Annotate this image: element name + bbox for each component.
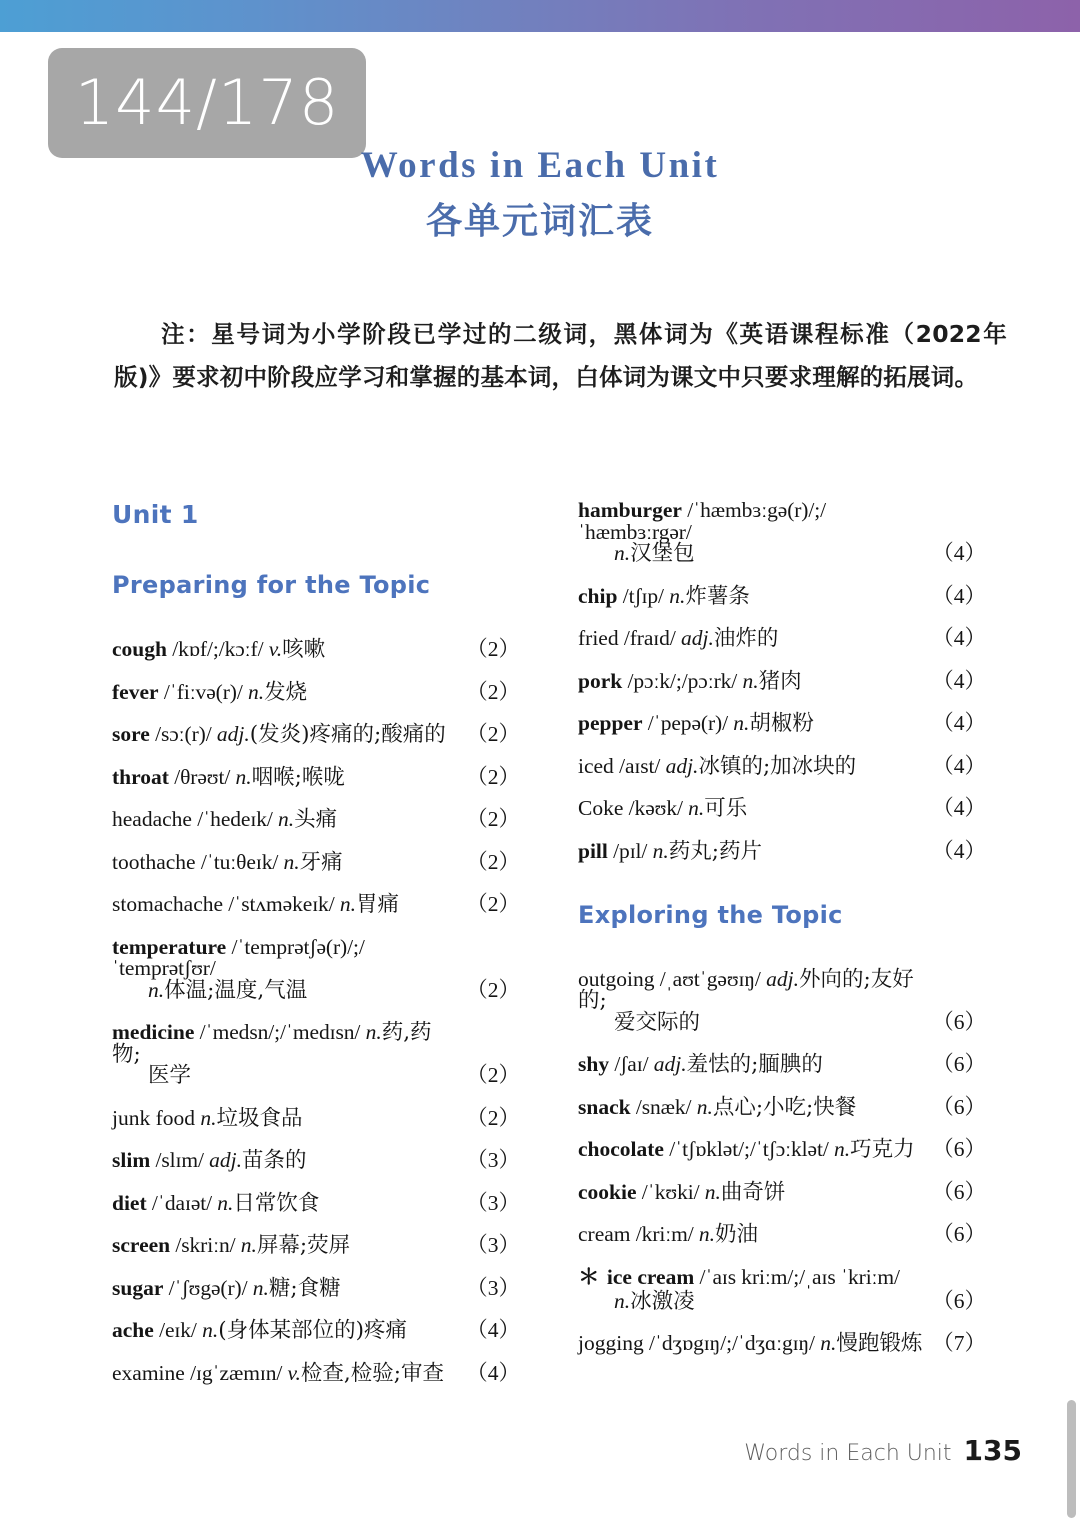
entry-part-of-speech: n. (834, 1137, 851, 1161)
entry-part-of-speech: n. (339, 892, 356, 916)
entry-phonetic: /aɪst/ (613, 753, 666, 778)
entry-definition: 巧克力 (850, 1137, 915, 1162)
entry-definition: 胡椒粉 (749, 711, 814, 736)
entry-page-ref: （6） (932, 1052, 986, 1076)
entry-page-ref: （2） (466, 807, 520, 831)
entry-page-ref: （2） (466, 1105, 520, 1130)
left-entry-list (112, 639, 520, 1387)
entry-phonetic: /ˈkʊki/ (636, 1179, 705, 1204)
entry-line (578, 500, 986, 543)
word-entry (112, 1150, 520, 1174)
entry-line (112, 724, 520, 748)
entry-word: sore (112, 722, 150, 746)
entry-definition: (身体某部位的)疼痛 (218, 1318, 407, 1343)
entry-page-ref: （2） (466, 764, 520, 789)
entry-word: hamburger (578, 498, 682, 522)
entry-line (578, 668, 986, 695)
entry-word: iced (578, 753, 614, 778)
word-entry (578, 1139, 986, 1163)
entry-page-ref: （2） (466, 722, 520, 746)
entry-page-ref: （4） (466, 1360, 520, 1385)
entry-phonetic: /pɔːk/;/pɔːrk/ (622, 668, 743, 693)
entry-definition: 油炸的 (713, 626, 779, 651)
word-entry (112, 1320, 520, 1344)
entry-word: diet (112, 1190, 147, 1215)
entry-page-ref: （2） (466, 892, 520, 916)
page-title-block (0, 145, 1080, 242)
entry-phonetic: /ˈmedsn/;/ˈmedɪsn/ (194, 1020, 366, 1044)
word-entry (578, 1333, 986, 1357)
entry-phonetic: /ˈpepə(r)/ (642, 711, 734, 735)
right-entry-list-bottom (578, 966, 986, 1358)
entry-page-ref: （3） (466, 1233, 520, 1257)
entry-page-ref: （4） (932, 626, 986, 650)
entry-word: sugar (112, 1275, 164, 1300)
entry-definition: 汉堡包 (630, 541, 695, 566)
entry-word: chip (578, 583, 618, 608)
entry-line-continued (112, 977, 520, 1004)
word-entry (112, 934, 520, 1004)
entry-phonetic: /skriːn/ (170, 1233, 241, 1257)
entry-word: fever (112, 679, 159, 704)
entry-phonetic: /snæk/ (630, 1094, 697, 1119)
entry-phonetic: /kəʊk/ (623, 796, 689, 820)
entry-word: examine (112, 1360, 185, 1385)
entry-part-of-speech: n. (240, 1233, 257, 1257)
entry-definition: 咳嗽 (282, 637, 326, 662)
entry-word: headache (112, 807, 192, 831)
word-entry (578, 713, 986, 737)
word-entry (578, 1094, 986, 1121)
entry-phonetic: /eɪk/ (153, 1318, 203, 1342)
entry-page-ref: （2） (466, 637, 520, 661)
word-entry (112, 1235, 520, 1259)
entry-line (112, 809, 520, 833)
entry-line (112, 849, 520, 876)
right-column (578, 500, 986, 1376)
word-entry (578, 500, 986, 567)
entry-part-of-speech: n. (278, 807, 295, 831)
vertical-scrollbar-thumb[interactable] (1067, 1400, 1076, 1518)
entry-line (112, 764, 520, 791)
entry-definition: 苗条的 (242, 1148, 307, 1173)
word-entry (112, 1022, 520, 1089)
entry-line (578, 1139, 986, 1163)
entry-phonetic: /ˈtʃɒklət/;/ˈtʃɔːklət/ (663, 1137, 835, 1161)
entry-part-of-speech: n. (820, 1331, 837, 1355)
entry-line (578, 966, 986, 1013)
entry-phonetic: /kɒf/;/kɔːf/ (166, 637, 269, 661)
entry-definition: (发炎)疼痛的;酸痛的 (249, 722, 446, 747)
entry-word: throat (112, 764, 169, 789)
word-entry (578, 798, 986, 822)
entry-definition: 奶油 (715, 1222, 759, 1247)
entry-page-ref: （7） (932, 1331, 986, 1355)
entry-line (578, 1094, 986, 1121)
entry-word: pepper (578, 711, 643, 735)
entry-definition: 药,药物; (112, 1020, 432, 1067)
entry-page-ref: （6） (932, 1009, 986, 1034)
page-footer (744, 1434, 1022, 1467)
entry-line-continued (578, 1009, 986, 1036)
entry-word: medicine (112, 1020, 195, 1044)
entry-word: pill (578, 838, 608, 863)
unit-heading: Unit 1 (112, 500, 199, 529)
vertical-scrollbar-track[interactable] (1066, 32, 1080, 1495)
entry-line (112, 1360, 520, 1387)
entry-line (112, 1275, 520, 1302)
entry-part-of-speech: n. (614, 541, 631, 565)
page-title-english: Words in Each Unit (360, 145, 720, 186)
entry-word: toothache (112, 849, 196, 874)
word-entry (578, 966, 986, 1036)
entry-definition: 牙痛 (299, 849, 343, 875)
page-title-chinese: 各单元词汇表 (425, 199, 654, 242)
entry-page-ref: （3） (466, 1275, 520, 1300)
entry-word: cream (578, 1222, 631, 1246)
entry-phonetic: /ˈdʒɒgɪŋ/;/ˈdʒɑːgɪŋ/ (643, 1331, 821, 1355)
entry-phonetic: /pɪl/ (607, 838, 653, 863)
top-gradient-bar (0, 0, 1080, 32)
entry-part-of-speech: n. (704, 1179, 721, 1204)
word-entry (578, 668, 986, 695)
entry-line (578, 1054, 986, 1078)
entry-part-of-speech: n. (247, 679, 265, 704)
entry-page-ref: （3） (466, 1148, 520, 1172)
word-entry (578, 628, 986, 652)
entry-part-of-speech: n. (733, 711, 750, 735)
entry-page-ref: （6） (932, 1137, 986, 1161)
entry-word: shy (578, 1052, 610, 1076)
entry-line (112, 934, 520, 980)
entry-part-of-speech: n. (202, 1318, 219, 1342)
entry-page-ref: （2） (466, 679, 520, 704)
entry-definition: 糖;食糖 (268, 1275, 341, 1301)
word-entry (578, 1264, 986, 1315)
entry-definition: 可乐 (704, 796, 748, 821)
entry-phonetic: /ˈfiːvə(r)/ (158, 679, 248, 704)
entry-phonetic: /sɔː(r)/ (149, 722, 217, 746)
word-entry (112, 1190, 520, 1217)
left-column (112, 500, 520, 1405)
word-list-columns (0, 500, 1080, 1400)
word-entry (578, 1224, 986, 1248)
entry-word: snack (578, 1094, 631, 1119)
word-entry (112, 894, 520, 918)
entry-line (112, 679, 520, 706)
entry-line (112, 1235, 520, 1259)
entry-word: outgoing (578, 966, 655, 991)
word-entry (112, 639, 520, 663)
entry-part-of-speech: n. (252, 1275, 269, 1300)
entry-word: stomachache (112, 892, 224, 916)
entry-definition: 外向的;友好的; (578, 966, 914, 1013)
entry-line (578, 1224, 986, 1248)
entry-line (112, 1150, 520, 1174)
entry-line (578, 838, 986, 865)
entry-line (112, 639, 520, 663)
entry-line (578, 713, 986, 737)
word-entry (578, 753, 986, 780)
entry-page-ref: （2） (466, 1063, 520, 1087)
entry-word: fried (578, 626, 619, 650)
entry-definition: 冰激凌 (630, 1288, 695, 1314)
page-progress-badge (48, 48, 366, 158)
entry-definition: 羞怯的;腼腆的 (686, 1052, 823, 1077)
entry-word: ice cream (606, 1264, 695, 1289)
entry-phonetic: /ˈtuːθeɪk/ (195, 849, 284, 874)
entry-definition: 屏幕;荧屏 (256, 1233, 351, 1258)
word-entry (112, 1360, 520, 1387)
entry-part-of-speech: n. (696, 1094, 713, 1119)
entry-page-ref: （4） (932, 838, 986, 863)
entry-phonetic: /ˌaʊtˈgəʊɪŋ/ (654, 966, 767, 991)
entry-page-ref: （4） (932, 583, 986, 608)
entry-definition: 发烧 (264, 679, 308, 705)
entry-word: ache (112, 1318, 154, 1342)
entry-page-ref: （4） (932, 753, 986, 778)
word-entry (578, 1179, 986, 1206)
entry-page-ref: （2） (466, 849, 520, 874)
entry-part-of-speech: n. (698, 1222, 716, 1246)
entry-phonetic: /ˈhæmbɜːgə(r)/;/ˈhæmbɜːrgər/ (578, 498, 826, 544)
entry-part-of-speech: n. (742, 668, 759, 693)
entry-part-of-speech: n. (148, 977, 165, 1002)
entry-phonetic: /ˈʃʊgə(r)/ (163, 1275, 253, 1300)
entry-word: cough (112, 637, 167, 661)
word-entry (112, 764, 520, 791)
entry-page-ref: （4） (932, 711, 986, 735)
footer-page-number: 135 (963, 1434, 1022, 1467)
entry-phonetic: /ˈdaɪət/ (146, 1190, 218, 1215)
footer-label: Words in Each Unit (744, 1441, 952, 1466)
entry-page-ref: （6） (932, 1094, 986, 1119)
word-entry (112, 724, 520, 748)
entry-definition: 咽喉;喉咙 (251, 764, 345, 790)
entry-word: cookie (578, 1179, 637, 1204)
entry-phonetic: /kriːm/ (630, 1222, 699, 1246)
entry-definition: 药丸;药片 (668, 838, 762, 864)
entry-word: jogging (578, 1331, 644, 1355)
entry-part-of-speech: n. (688, 796, 705, 820)
word-entry (112, 849, 520, 876)
entry-part-of-speech: adj. (665, 753, 699, 778)
entry-line (112, 894, 520, 918)
section-heading-preparing: Preparing for the Topic (112, 571, 431, 599)
entry-word: screen (112, 1233, 171, 1257)
entry-part-of-speech: n. (283, 849, 300, 874)
entry-line (578, 1333, 986, 1357)
entry-page-ref: （4） (932, 796, 986, 820)
entry-definition: 检查,检验;审查 (300, 1360, 444, 1386)
word-entry (578, 583, 986, 610)
entry-part-of-speech: n. (652, 838, 669, 863)
entry-definition-continued: 爱交际的 (614, 1009, 701, 1035)
entry-phonetic: /ɪgˈzæmɪn/ (184, 1360, 288, 1385)
entry-page-ref: （4） (466, 1318, 520, 1342)
entry-line-continued (578, 543, 986, 567)
entry-definition: 头痛 (294, 807, 338, 832)
entry-page-ref: （6） (932, 1179, 986, 1204)
entry-part-of-speech: v. (287, 1360, 301, 1385)
entry-definition: 曲奇饼 (720, 1179, 786, 1205)
entry-part-of-speech: adj. (680, 626, 714, 650)
entry-word: temperature (112, 934, 227, 959)
entry-phonetic: /θrəʊt/ (168, 764, 236, 789)
entry-line-continued (578, 1288, 986, 1315)
word-entry (578, 1054, 986, 1078)
entry-line (578, 798, 986, 822)
entry-part-of-speech: adj. (209, 1148, 243, 1172)
entry-phonetic: /ˈtemprətʃə(r)/;/ˈtemprətʃʊr/ (112, 934, 365, 980)
entry-phonetic: /ˈaɪs kriːm/;/ˌaɪs ˈkriːm/ (694, 1264, 900, 1289)
entry-phonetic: /fraɪd/ (618, 626, 681, 650)
entry-line (112, 1105, 520, 1132)
entry-definition: 猪肉 (758, 668, 802, 694)
entry-word: chocolate (578, 1137, 664, 1161)
word-entry (112, 1275, 520, 1302)
entry-line (112, 1320, 520, 1344)
entry-phonetic: /slɪm/ (150, 1148, 210, 1172)
entry-line (578, 1264, 986, 1291)
entry-definition: 胃痛 (356, 892, 400, 917)
entry-part-of-speech: adj. (766, 966, 799, 991)
entry-word: slim (112, 1148, 151, 1172)
entry-line (578, 753, 986, 780)
right-entry-list-top (578, 500, 986, 865)
word-entry (112, 679, 520, 706)
entry-line (112, 1022, 520, 1065)
entry-line (578, 583, 986, 610)
entry-definition: 垃圾食品 (216, 1105, 303, 1131)
entry-line (578, 1179, 986, 1206)
entry-line (112, 1190, 520, 1217)
entry-star-marker: ＊ (578, 1264, 605, 1289)
entry-phonetic: /tʃɪp/ (617, 583, 670, 608)
entry-page-ref: （6） (932, 1288, 986, 1313)
entry-definition: 点心;小吃;快餐 (712, 1094, 857, 1120)
entry-part-of-speech: v. (268, 637, 283, 661)
entry-part-of-speech: adj. (216, 722, 250, 746)
entry-page-ref: （4） (932, 668, 986, 693)
entry-definition: 冰镇的;加冰块的 (698, 753, 857, 779)
entry-definition: 炸薯条 (685, 583, 750, 609)
entry-part-of-speech: n. (200, 1105, 217, 1130)
entry-page-ref: （4） (932, 541, 986, 565)
word-entry (112, 809, 520, 833)
entry-line (578, 628, 986, 652)
entry-word: Coke (578, 796, 624, 820)
entry-definition: 体温;温度,气温 (164, 977, 308, 1003)
entry-definition-continued: 医学 (148, 1063, 192, 1088)
entry-word: pork (578, 668, 623, 693)
entry-phonetic: /ˈstʌməkeɪk/ (223, 892, 340, 916)
entry-part-of-speech: n. (235, 764, 252, 789)
entry-line-continued (112, 1065, 520, 1089)
entry-definition: 日常饮食 (233, 1190, 320, 1216)
word-entry (578, 838, 986, 865)
entry-part-of-speech: n. (365, 1020, 382, 1044)
legend-note: 注：星号词为小学阶段已学过的二级词，黑体词为《英语课程标准（2022年版)》要求初中阶段应学习和掌握的基本词，白体词为课文中只要求理解的拓展词。 (114, 320, 1007, 392)
entry-part-of-speech: n. (614, 1288, 631, 1313)
entry-page-ref: （6） (932, 1222, 986, 1246)
entry-definition: 慢跑锻炼 (836, 1331, 923, 1356)
entry-page-ref: （3） (466, 1190, 520, 1215)
entry-phonetic: /ˈhedeɪk/ (191, 807, 279, 831)
entry-word: junk food (112, 1105, 196, 1130)
section-heading-exploring: Exploring the Topic (578, 900, 843, 929)
word-entry (112, 1105, 520, 1132)
entry-part-of-speech: adj. (653, 1052, 687, 1076)
entry-phonetic: /ʃaɪ/ (609, 1052, 654, 1076)
entry-page-ref: （2） (466, 977, 520, 1002)
entry-part-of-speech: n. (669, 583, 686, 608)
page-progress-label: 144/178 (74, 66, 340, 139)
entry-part-of-speech: n. (217, 1190, 234, 1215)
